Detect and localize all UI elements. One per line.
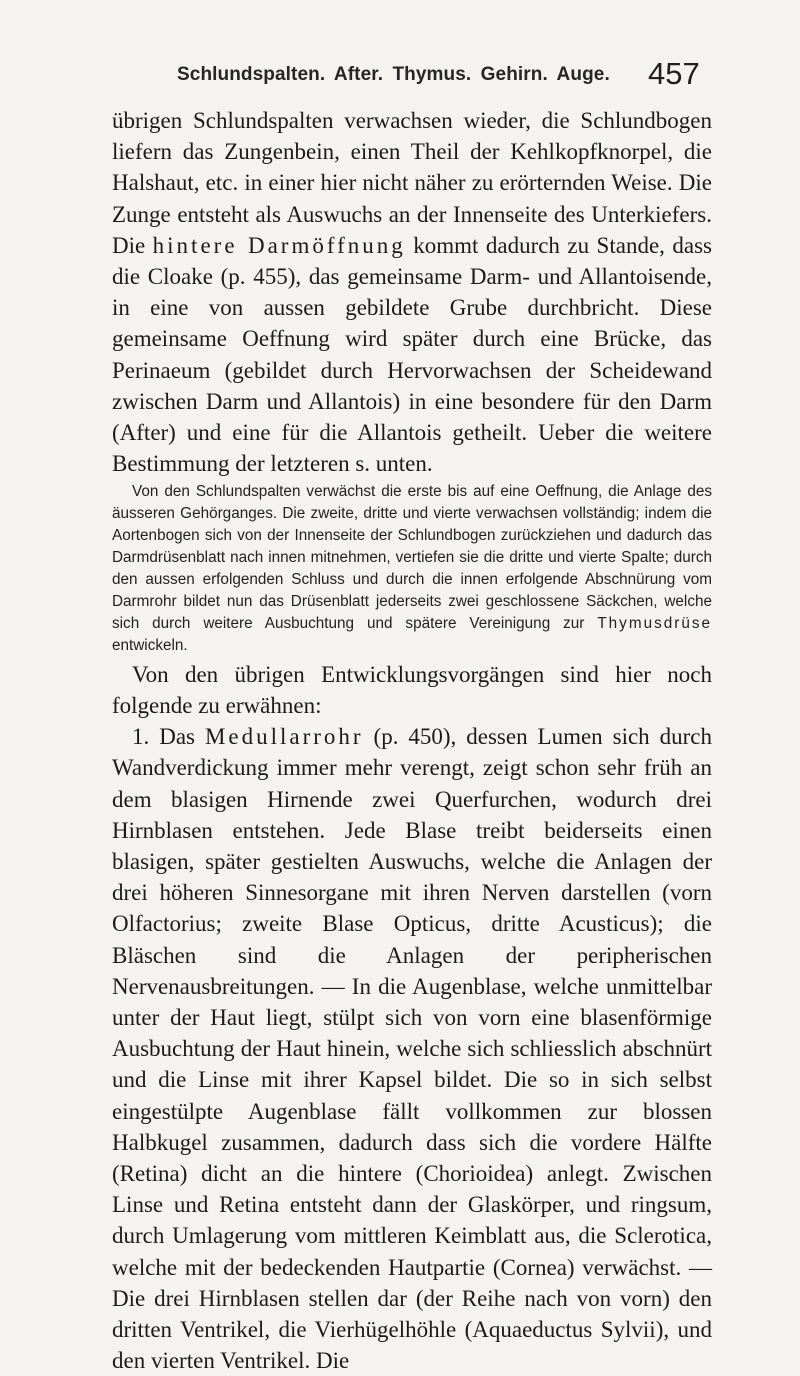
paragraph-text: kommt dadurch zu Stande, dass die Cloake (p. 455), das gemeinsame Darm- und Allantoisende, in eine von aussen gebildete Grube durchbricht. Diese gemeinsame Oeffnung wird später durch eine Brücke, das Perinaeum (gebildet durch Hervorwachsen der Scheidewand zwischen Darm und Allantois) in eine besondere für den Darm (After) und eine für die Allantois getheilt. Ueber die weitere Bestimmung der letzteren s. unten. [112,232,712,477]
running-head: Schlundspalten. After. Thymus. Gehirn. Auge. [177,64,610,85]
page-body [112,105,712,1376]
paragraph-schlundspalten [112,105,712,479]
spaced-term: Thymusdrüse [597,614,712,632]
note-text: Von den Schlundspalten verwächst die erste bis auf eine Oeffnung, die Anlage des äusseren Gehörganges. Die zweite, dritte und vierte verwachsen vollständig; indem die Aortenbogen sich von der Innenseite der Schlundbogen zurückziehen und dadurch das Darmdrüsenblatt nach innen mitnehmen, vertiefen sie die dritte und vierte Spalte; durch den aussen erfolgenden Schluss und durch die innen erfolgende Abschnürung vom Darmrohr bildet nun das Drüsenblatt jederseits zwei geschlossene Säckchen, welche sich durch weitere Ausbuchtung und spätere Vereinigung zur [112,483,712,632]
paragraph-text: 1. Das [132,724,205,750]
page-number: 457 [648,56,700,91]
paragraph-intro: Von den übrigen Entwicklungsvorgängen sind hier noch folgende zu erwähnen: [112,661,712,718]
paragraph-text: (p. 450), dessen Lumen sich durch Wandverdickung immer mehr verengt, zeigt schon sehr früh an dem blasigen Hirnende zwei Querfurchen, wodurch drei Hirnblasen entstehen. Jede Blase treibt beiderseits einen blasigen, später gestielten Auswuchs, welche die Anlagen der drei höheren Sinnesorgane mit ihren Nerven darstellen (vorn Olfactorius; zweite Blase Opticus, dritte Acusticus); die Bläschen sind die Anlagen der peripherischen Nervenausbreitungen. — In die Augenblase, welche unmittelbar unter der Haut liegt, stülpt sich von vorn eine blasenförmige Ausbuchtung der Haut hinein, welche sich schliesslich abschnürt und die Linse mit ihrer Kapsel bildet. Die so in sich selbst eingestülpte Augenblase fällt vollkommen zur blossen Halbkugel zusammen, dadurch dass sich die vordere Hälfte (Retina) dicht an die hintere (Chorioidea) anlegt. Zwischen Linse und Retina entsteht dann der Glaskörper, und ringsum, durch Umlagerung vom mittleren Keimblatt aus, die Sclerotica, welche mit der bedeckenden Hautpartie (Cornea) verwächst. — Die drei Hirnblasen stellen dar (der Reihe nach von vorn) den dritten Ventrikel, die Vierhügelhöhle (Aquaeductus Sylvii), und den vierten Ventrikel. Die [112,724,712,1374]
small-print-note [112,481,712,656]
page-header [0,56,800,96]
spaced-term: hintere Darmöffnung [152,232,406,258]
paragraph-text: übrigen Schlundspalten verwachsen wieder, die Schlundbogen liefern das Zungenbein, einen Theil der Kehlkopfknorpel, die Halshaut, etc. in einer hier nicht näher zu erörternden Weise. Die Zunge entsteht als Auswuchs an der Innenseite des Unterkiefers. Die [112,108,712,258]
paragraph-medullarrohr [112,721,712,1376]
note-text: entwickeln. [112,636,188,654]
spaced-term: Medullarrohr [204,724,364,750]
